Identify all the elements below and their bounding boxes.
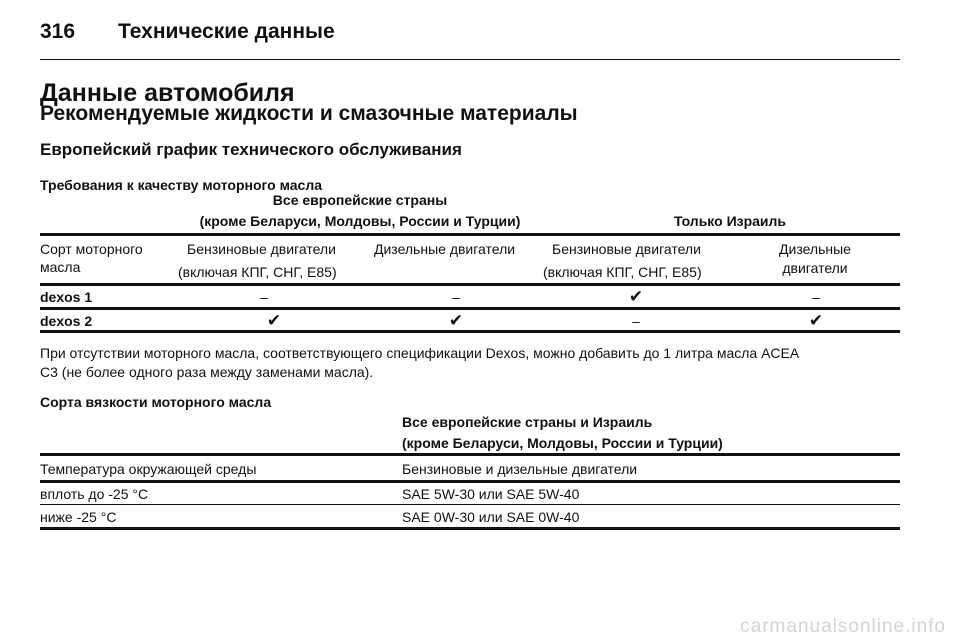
cell-value: –	[632, 313, 640, 329]
col-header-petrol-note: (включая КПГ, СНГ, E85)	[178, 264, 337, 280]
col-header-diesel-israel-line2: двигатели	[782, 260, 848, 276]
page-title: Данные автомобиля	[40, 79, 295, 107]
cell-value: ✔	[266, 311, 282, 330]
col-header-diesel-israel: Дизельные	[779, 241, 851, 257]
col-header-petrol-israel: Бензиновые двигатели	[552, 241, 701, 257]
col-header-petrol-israel-note: (включая КПГ, СНГ, E85)	[543, 264, 702, 280]
group-header-eu: Все европейские страны	[272, 192, 448, 208]
page-number: 316	[40, 20, 76, 43]
table-rule	[40, 233, 900, 236]
running-title: Технические данные	[118, 20, 335, 43]
cell-value: –	[812, 289, 820, 305]
watermark: carmanualsonline.info	[740, 616, 946, 637]
table-rule	[40, 480, 900, 483]
col-header-temperature: Температура окружающей среды	[40, 461, 257, 477]
table-rule	[40, 307, 900, 310]
col-header-petrol: Бензиновые двигатели	[187, 241, 336, 257]
header-rule	[40, 59, 900, 60]
col-header-diesel: Дизельные двигатели	[374, 241, 516, 257]
oil-grade: dexos 1	[40, 289, 93, 305]
col-header-grade: Сорт моторного	[40, 241, 143, 257]
dexos-note	[40, 344, 906, 382]
viscosity-value: SAE 0W-30 или SAE 0W-40	[402, 509, 580, 525]
table-rule	[40, 283, 900, 286]
cell-value: ✔	[808, 311, 824, 330]
note-line: C3 (не более одного раза между заменами масла).	[40, 364, 374, 380]
page-subtitle: Рекомендуемые жидкости и смазочные материалы	[40, 102, 578, 125]
col-header-grade-line2: масла	[40, 259, 81, 275]
cell-value: –	[452, 289, 460, 305]
group-header-israel: Только Израиль	[673, 213, 787, 229]
section-heading: Европейский график технического обслуживания	[40, 140, 462, 159]
temperature-value: ниже -25 °C	[40, 509, 117, 525]
col-header-engines: Бензиновые и дизельные двигатели	[402, 461, 638, 477]
cell-value: ✔	[628, 287, 644, 306]
table-rule	[40, 330, 900, 333]
table-rule	[40, 504, 900, 505]
viscosity-heading: Сорта вязкости моторного масла	[40, 394, 272, 410]
temperature-value: вплоть до -25 °C	[40, 486, 149, 502]
cell-value: –	[260, 289, 268, 305]
cell-value: ✔	[448, 311, 464, 330]
oil-grade: dexos 2	[40, 313, 93, 329]
oil-requirements-heading: Требования к качеству моторного масла	[40, 177, 323, 193]
table-rule	[40, 527, 900, 530]
table-rule	[40, 453, 900, 456]
group-header: Все европейские страны и Израиль	[402, 414, 653, 430]
note-line: При отсутствии моторного масла, соответствующего спецификации Dexos, можно добавить до 1 литра масла ACEA	[40, 345, 800, 361]
group-header-eu-note: (кроме Беларуси, Молдовы, России и Турции)	[199, 213, 521, 229]
viscosity-value: SAE 5W-30 или SAE 5W-40	[402, 486, 580, 502]
group-header-note: (кроме Беларуси, Молдовы, России и Турции)	[402, 435, 723, 451]
